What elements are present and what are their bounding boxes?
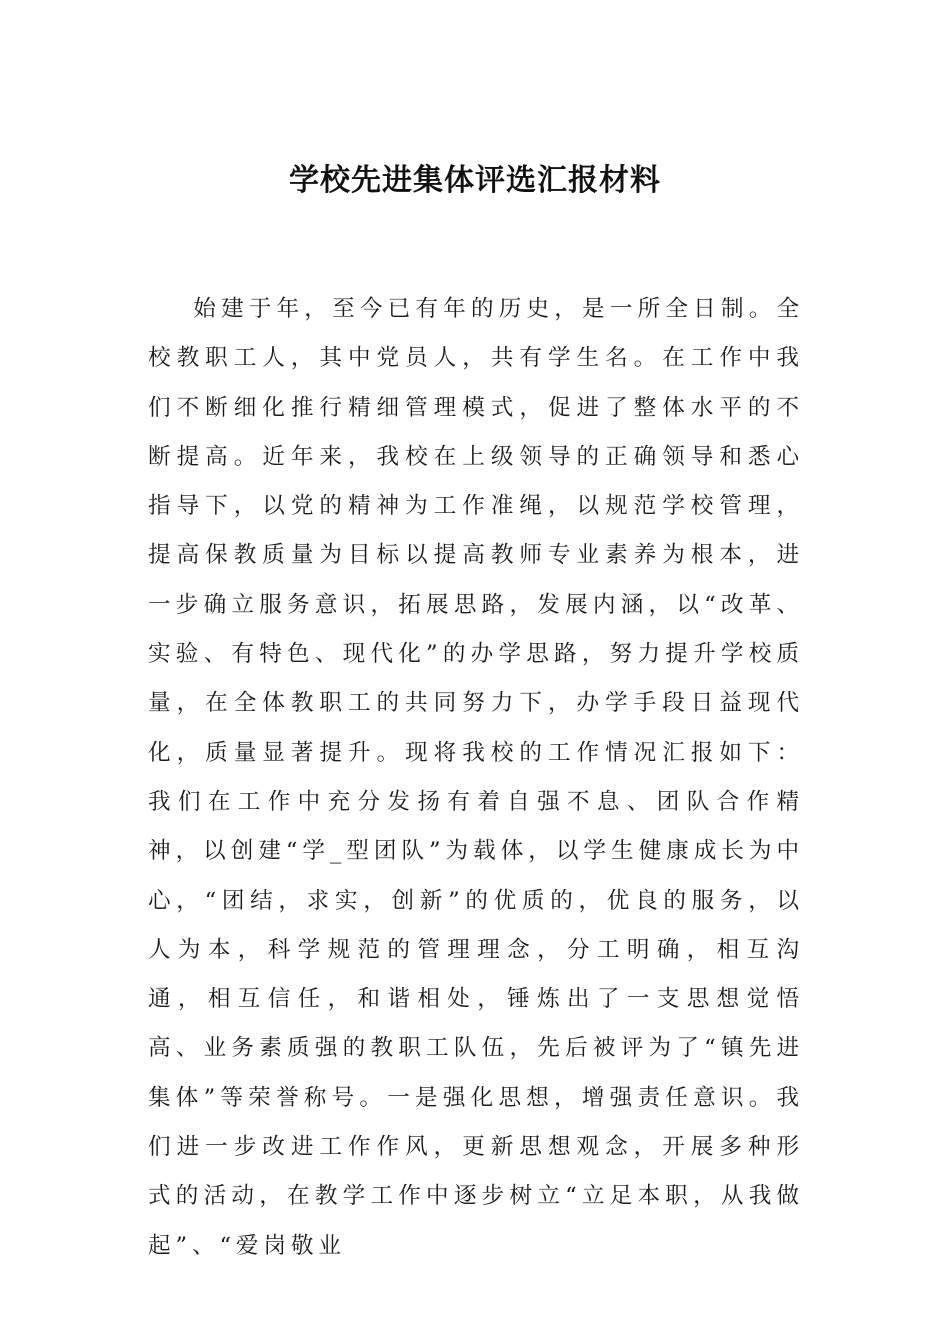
document-title: 学校先进集体评选汇报材料 xyxy=(289,163,661,198)
body-paragraph: 始建于年，至今已有年的历史，是一所全日制。全校教职工人，其中党员人，共有学生名。在工作中我们不断细化推行精细管理模式，促进了整体水平的不断提高。近年来，我校在上级领导的正确领导和悉心指导下，以党的精神为工作准绳，以规范学校管理，提高保教质量为目标以提高教师专业素养为根本，进一步确立服务意识，拓展思路，发展内涵，以“改革、实验、有特色、现代化”的办学思路，努力提升学校质量，在全体教职工的共同努力下，办学手段日益现代化，质量显著提升。现将我校的工作情况汇报如下：我们在工作中充分发扬有着自强不息、团队合作精神，以创建“学_型团队”为载体，以学生健康成长为中心，“团结，求实，创新”的优质的，优良的服务，以人为本，科学规范的管理理念，分工明确，相互沟通，相互信任，和谐相处，锤炼出了一支思想觉悟高、业务素质强的教职工队伍，先后被评为了“镇先进集体”等荣誉称号。一是强化思想，增强责任意识。我们进一步改进工作作风，更新思想观念，开展多种形式的活动，在教学工作中逐步树立“立足本职，从我做起”、“爱岗敬业 xyxy=(148,296,804,1259)
